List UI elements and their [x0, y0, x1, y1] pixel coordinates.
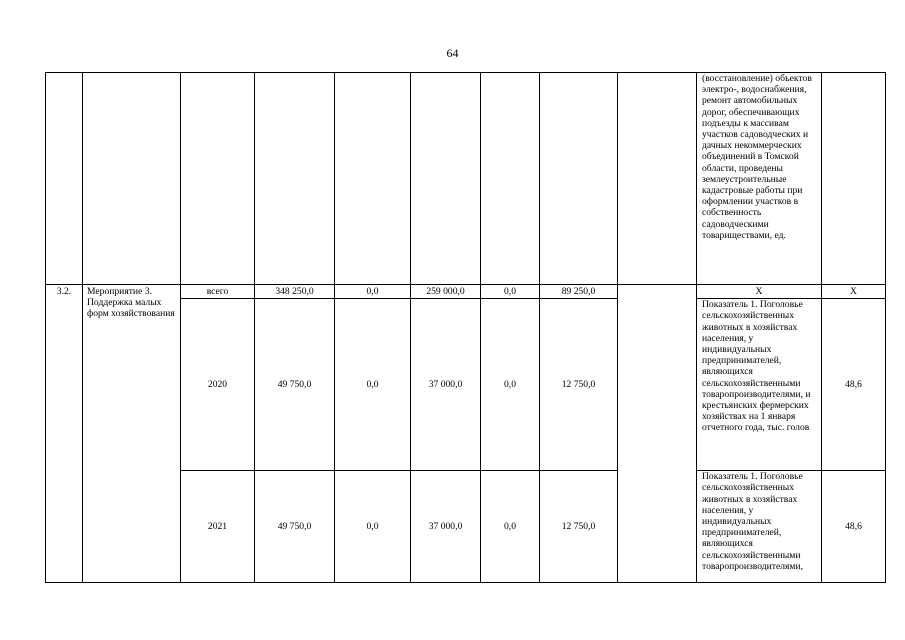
indicator-description: Показатель 1. Поголовье сельскохозяйственных животных в хозяйствах населения, у индивидуальных предпринимателей, являющихся сельскохозяйственными товаропроизводителями, [697, 471, 822, 583]
indicator-value: 48,6 [822, 299, 886, 471]
regional-budget: 259 000,0 [411, 285, 481, 299]
federal-budget: 0,0 [335, 285, 411, 299]
regional-budget: 37 000,0 [411, 299, 481, 471]
federal-budget: 0,0 [335, 471, 411, 583]
table-cell [181, 73, 255, 285]
table-cell [618, 73, 697, 285]
page-number: 64 [446, 46, 459, 60]
total-sum: 348 250,0 [255, 285, 335, 299]
table-cell [83, 73, 181, 285]
indicator-value: 48,6 [822, 471, 886, 583]
table-cell [540, 73, 618, 285]
indicator-value: X [822, 285, 886, 299]
table-cell [255, 73, 335, 285]
extra-budget: 12 750,0 [540, 299, 618, 471]
measure-number: 3.2. [46, 285, 83, 583]
extra-budget: 89 250,0 [540, 285, 618, 299]
total-sum: 49 750,0 [255, 471, 335, 583]
indicator-description: (восстановление) объектов электро-, водоснабжения, ремонт автомобильных дорог, обеспечивающих подъезды к массивам участков садоводческих и дачных некоммерческих объединений в Томской области, проведены землеустроительные кадастровые работы при оформлении участков в собственность садоводческими товариществами, ед. [697, 73, 822, 285]
local-budget: 0,0 [481, 471, 540, 583]
table-row-total [46, 285, 886, 299]
measure-name: Мероприятие 3. Поддержка малых форм хозяйствования [83, 285, 181, 583]
total-sum: 49 750,0 [255, 299, 335, 471]
program-table [45, 72, 886, 583]
local-budget: 0,0 [481, 285, 540, 299]
local-budget: 0,0 [481, 299, 540, 471]
year-label: 2020 [181, 299, 255, 471]
table-cell [481, 73, 540, 285]
table-cell [822, 73, 886, 285]
extra-budget: 12 750,0 [540, 471, 618, 583]
federal-budget: 0,0 [335, 299, 411, 471]
table-cell [46, 73, 83, 285]
indicator-description: Показатель 1. Поголовье сельскохозяйственных животных в хозяйствах населения, у индивидуальных предпринимателей, являющихся сельскохозяйственными товаропроизводителями, и крестьянских фермерских хозяйствах на 1 января отчетного года, тыс. голов [697, 299, 822, 471]
indicator-description: X [697, 285, 822, 299]
table-row-continued [46, 73, 886, 285]
table-cell [411, 73, 481, 285]
table-cell-empty [618, 285, 697, 583]
period-label: всего [181, 285, 255, 299]
year-label: 2021 [181, 471, 255, 583]
regional-budget: 37 000,0 [411, 471, 481, 583]
table-cell [335, 73, 411, 285]
